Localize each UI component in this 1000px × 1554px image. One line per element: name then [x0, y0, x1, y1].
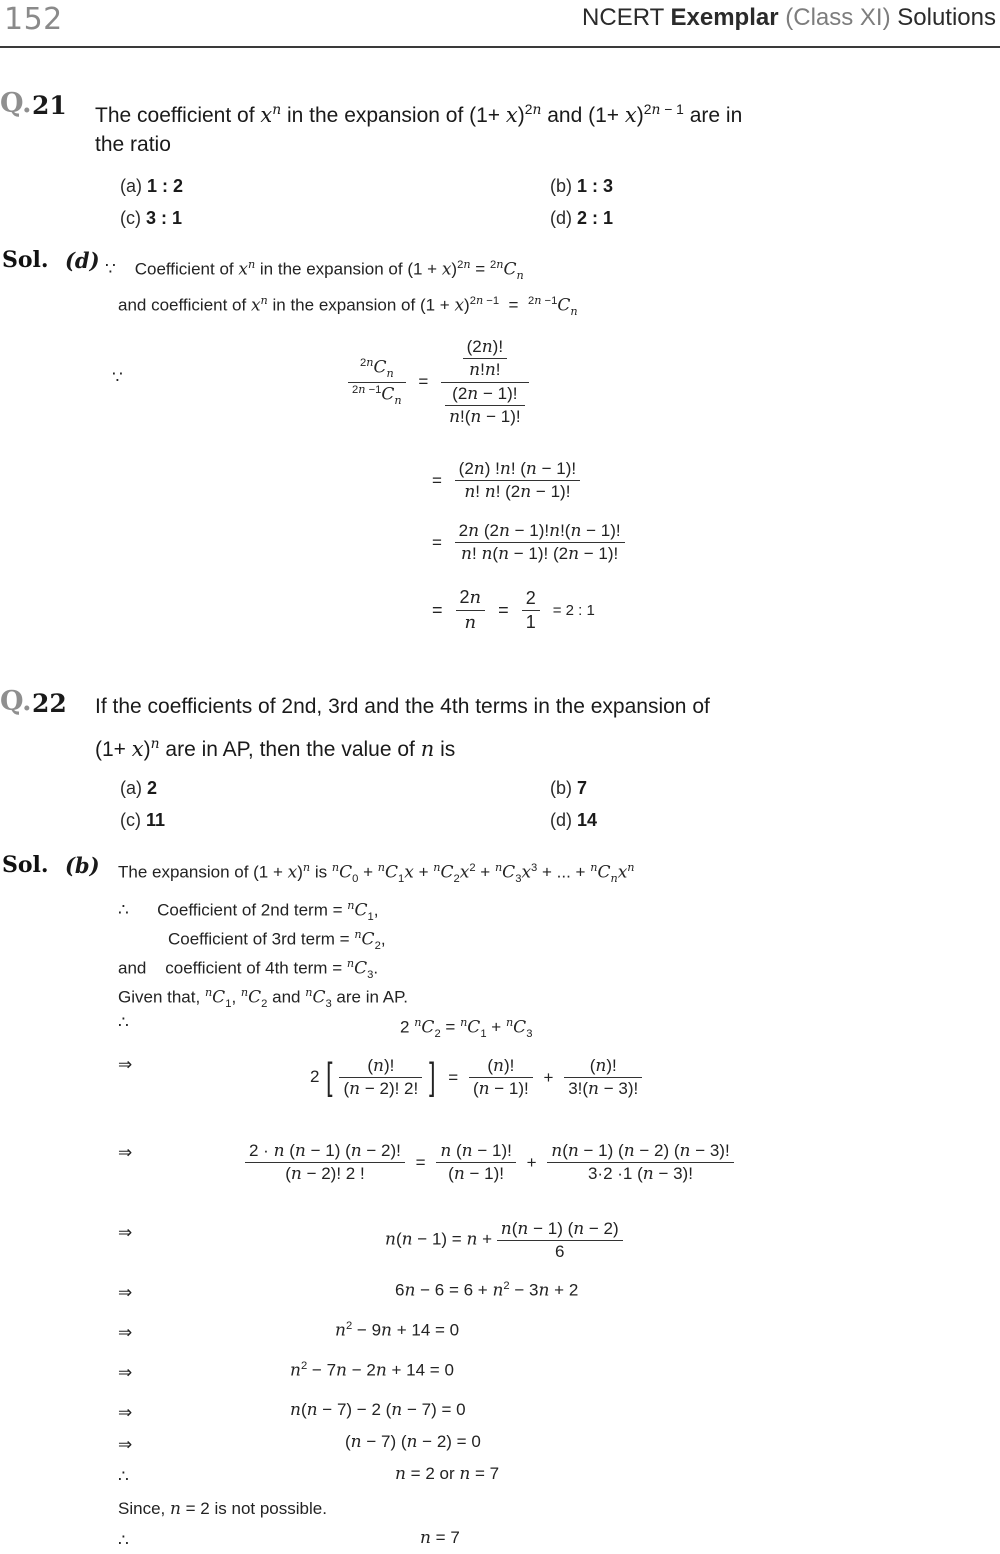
- solution-22-step-5: Given that, $^nC_1$, $^nC_2$ and $^nC_3$ are in AP.: [118, 986, 408, 1011]
- book-title: [582, 4, 996, 32]
- book-title-part2: Solutions: [890, 4, 996, 31]
- option-d-value: 14: [577, 810, 598, 830]
- solution-22-step-3: Coefficient of 3rd term = $^nC_2$,: [168, 928, 386, 953]
- page-number: 152: [4, 2, 63, 37]
- solution-22-answer: (b): [65, 853, 100, 878]
- solution-22-step-8-symbol: ⇒: [118, 1143, 133, 1162]
- option-b-label: (b): [550, 176, 572, 196]
- solution-22-step-7: 2 [ $\frac{(n)!}{(n - 2)! 2!}$ ] = $\frac{(n)!}{(n - 1)!}$ + $\frac{(n)!}{3!(n - 3)!}$: [310, 1055, 642, 1101]
- solution-21-label: Sol.: [2, 247, 49, 273]
- book-title-class: (Class XI): [778, 4, 891, 31]
- solution-22-step-6-symbol: ∴: [118, 1013, 129, 1032]
- solution-21-step-1: ∵ Coefficient of $x^n$ in the expansion of $(1 + x)^{2n} = ^{2n}C_n$: [105, 258, 524, 283]
- solution-22-step-11-symbol: ⇒: [118, 1323, 133, 1342]
- option-a-value: 2: [147, 778, 158, 798]
- question-22-text: If the coefficients of 2nd, 3rd and the 4th terms in the expansion of: [95, 695, 710, 718]
- solution-22-step-8: $\frac{2 \cdot n (n - 1) (n - 2)!}{(n - 2)! 2 !}$ = $\frac{n (n - 1)!}{(n - 1)!}$ + $\frac{n(n - 1) (n - 2) (n - 3)!}{3\cdot 2 \cdot 1 (n - 3)!}$: [245, 1140, 734, 1186]
- option-d-label: (d): [550, 810, 572, 830]
- solution-21-because-symbol: ∵: [112, 368, 123, 387]
- solution-22-step-14-symbol: ⇒: [118, 1435, 133, 1454]
- option-c-label: (c): [120, 810, 141, 830]
- solution-22-step-15: n = 2 or n = 7: [395, 1464, 500, 1484]
- solution-22-step-2: ∴ Coefficient of 2nd term = $^nC_1$,: [118, 899, 379, 924]
- solution-21-step-5: = $\frac{2n (2n - 1)!n!(n - 1)!}{n! n(n - 1)! (2n - 1)!}$: [432, 520, 625, 566]
- question-22-option-a[interactable]: [120, 778, 157, 799]
- solution-22-step-17: n = 7: [420, 1528, 460, 1548]
- solution-22-step-14: (n − 7) (n − 2) = 0: [345, 1432, 481, 1452]
- question-21-option-d[interactable]: [550, 208, 613, 229]
- page-header: [0, 0, 1000, 48]
- solution-22-step-12-symbol: ⇒: [118, 1363, 133, 1382]
- question-21-text-line2: the ratio: [95, 133, 171, 156]
- solution-22-step-13: n(n − 7) − 2 (n − 7) = 0: [290, 1400, 466, 1420]
- question-22-option-b[interactable]: [550, 778, 587, 799]
- option-c-value: 11: [146, 810, 166, 830]
- solution-22-label: Sol.: [2, 852, 49, 878]
- solution-21-answer: (d): [65, 248, 100, 273]
- solution-22-step-16: Since, n = 2 is not possible.: [118, 1499, 327, 1519]
- question-21-marker: Q.: [0, 88, 32, 119]
- question-21-number: 21: [32, 91, 67, 120]
- solution-22-step-9-symbol: ⇒: [118, 1223, 133, 1242]
- option-a-label: (a): [120, 176, 142, 196]
- solution-22-step-11: $n^2 - 9n + 14 = 0$: [335, 1320, 460, 1341]
- solution-21-step-2: and coefficient of $x^n$ in the expansion of $(1 + x)^{2n -1} = ^{2n -1}C_n$: [118, 294, 578, 319]
- option-d-value: 2 : 1: [577, 208, 614, 228]
- option-c-value: 3 : 1: [146, 208, 183, 228]
- solution-22-step-1: The expansion of $(1 + x)^n$ is $^nC_0 + ^nC_1x + ^nC_2x^2 + ^nC_3x^3$ + ... + $^nC_nx^n$: [118, 861, 635, 886]
- option-d-label: (d): [550, 208, 572, 228]
- book-title-bold: Exemplar: [670, 4, 779, 31]
- solution-21-step-3: $\frac{^{2n}C_n}{^{2n -1}C_n}$ = $\frac{\frac{(2n)!}{n!n!}}{\frac{(2n - 1)!}{n!(n - 1)!}}$: [348, 336, 529, 428]
- solution-22-step-17-symbol: ∴: [118, 1531, 129, 1550]
- solution-22-step-9: n(n − 1) = n + $\frac{n(n - 1) (n - 2)}{6}$: [385, 1218, 623, 1263]
- question-21-text: The coefficient of $x^n$ in the expansion of $(1+ x)^{2n}$ and $(1+ x)^{2n - 1}$ are in: [95, 101, 743, 127]
- solution-22-step-15-symbol: ∴: [118, 1467, 129, 1486]
- solution-22-step-12: $n^2 - 7n - 2n + 14 = 0$: [290, 1360, 454, 1381]
- question-22-number: 22: [32, 689, 67, 718]
- option-c-label: (c): [120, 208, 141, 228]
- option-a-value: 1 : 2: [147, 176, 184, 196]
- book-title-part1: NCERT: [582, 4, 671, 31]
- solution-21-step-4: = $\frac{(2n) !n! (n - 1)!}{n! n! (2n - 1)!}$: [432, 458, 580, 504]
- solution-22-step-6: 2 $^nC_2 = ^nC_1 + ^nC_3$: [400, 1016, 533, 1041]
- question-21-option-c[interactable]: [120, 208, 182, 229]
- solution-22-step-7-symbol: ⇒: [118, 1055, 133, 1074]
- solution-21-step-6: = $\frac{2n}{n}$ = $\frac{2}{1}$ = 2 : 1: [432, 587, 595, 633]
- solution-22-step-10: $6n - 6 = 6 + n^2 - 3n + 2$: [395, 1280, 579, 1301]
- question-22-option-c[interactable]: [120, 810, 165, 831]
- question-21-option-b[interactable]: [550, 176, 613, 197]
- option-b-value: 7: [577, 778, 588, 798]
- question-22-option-d[interactable]: [550, 810, 597, 831]
- solution-22-step-4: and coefficient of 4th term = $^nC_3$.: [118, 957, 379, 982]
- question-22-marker: Q.: [0, 686, 32, 717]
- option-b-label: (b): [550, 778, 572, 798]
- question-21-option-a[interactable]: [120, 176, 183, 197]
- option-b-value: 1 : 3: [577, 176, 614, 196]
- solution-22-step-10-symbol: ⇒: [118, 1283, 133, 1302]
- solution-22-step-13-symbol: ⇒: [118, 1403, 133, 1422]
- question-22-text-line2: $(1+ x)^n$ are in AP, then the value of n is: [95, 736, 456, 761]
- option-a-label: (a): [120, 778, 142, 798]
